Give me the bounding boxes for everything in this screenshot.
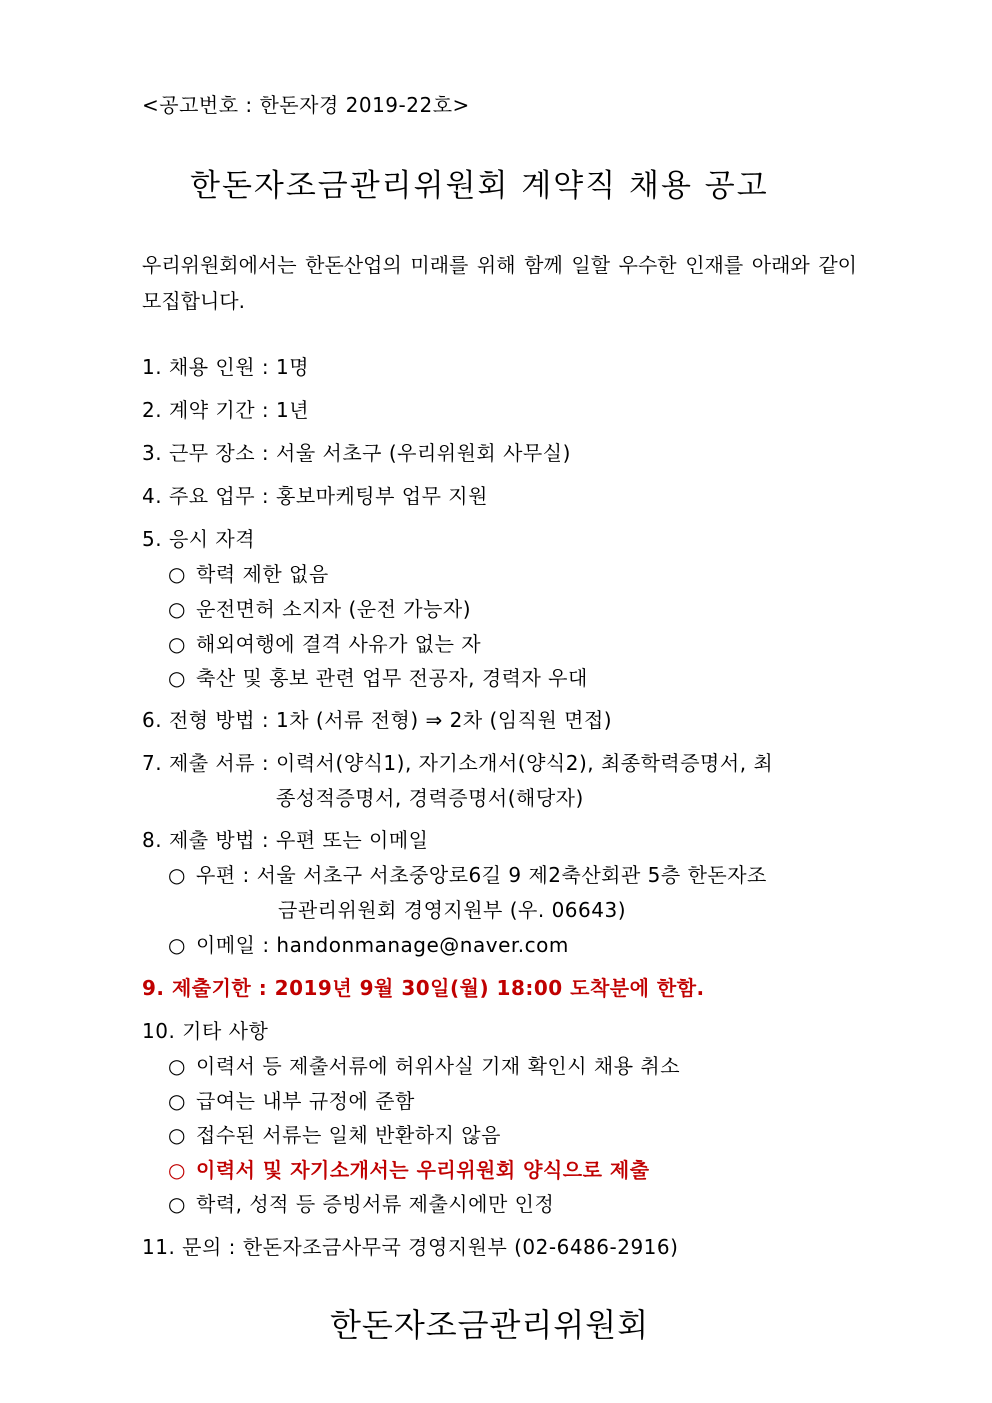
item-5-bullet-2: ○ 운전면허 소지자 (운전 가능자) <box>168 597 472 621</box>
item-10-bullet-2: ○ 급여는 내부 규정에 준함 <box>168 1089 415 1113</box>
item-8: 8. 제출 방법 : 우편 또는 이메일 <box>142 828 429 852</box>
item-9-deadline: 9. 제출기한 : 2019년 9월 30일(월) 18:00 도착분에 한함. <box>142 976 705 1000</box>
bullet-icon: ○ <box>168 1089 186 1113</box>
item-5-bullet-4: ○ 축산 및 홍보 관련 업무 전공자, 경력자 우대 <box>168 666 588 690</box>
bullet-icon: ○ <box>168 632 186 656</box>
item-10-bullet-4: ○ 이력서 및 자기소개서는 우리위원회 양식으로 제출 <box>168 1158 650 1182</box>
item-3: 3. 근무 장소 : 서울 서초구 (우리위원회 사무실) <box>142 441 571 465</box>
bullet-icon: ○ <box>168 1123 186 1147</box>
item-7-line-2: 종성적증명서, 경력증명서(해당자) <box>276 786 584 810</box>
intro-paragraph: 우리위원회에서는 한돈산업의 미래를 위해 함께 일할 우수한 인재를 아래와 같이 모집합니다. <box>142 253 857 313</box>
email-address: 이메일 : handonmanage@naver.com <box>196 933 569 957</box>
item-11: 11. 문의 : 한돈자조금사무국 경영지원부 (02-6486-2916) <box>142 1235 679 1259</box>
item-4: 4. 주요 업무 : 홍보마케팅부 업무 지원 <box>142 484 488 508</box>
item-6: 6. 전형 방법 : 1차 (서류 전형) ⇒ 2차 (임직원 면접) <box>142 708 613 732</box>
item-5: 5. 응시 자격 <box>142 527 256 551</box>
item-10-bullet-3: ○ 접수된 서류는 일체 반환하지 않음 <box>168 1123 501 1147</box>
item-10: 10. 기타 사항 <box>142 1019 269 1043</box>
item-1: 1. 채용 인원 : 1명 <box>142 355 310 379</box>
item-8-bullet-1: ○ 우편 : 서울 서초구 서초중앙로6길 9 제2축산회관 5층 한돈자조 <box>168 863 767 887</box>
document-title: 한돈자조금관리위원회 계약직 채용 공고 <box>190 168 769 204</box>
item-8-bullet-1-cont: 금관리위원회 경영지원부 (우. 06643) <box>278 898 626 922</box>
item-7-line-1: 7. 제출 서류 : 이력서(양식1), 자기소개서(양식2), 최종학력증명서, 최 <box>142 751 774 775</box>
item-8-bullet-2 <box>168 932 569 958</box>
bullet-icon: ○ <box>168 1054 186 1078</box>
item-10-bullet-1: ○ 이력서 등 제출서류에 허위사실 기재 확인시 채용 취소 <box>168 1054 681 1078</box>
item-5-bullet-3: ○ 해외여행에 결격 사유가 없는 자 <box>168 632 482 656</box>
bullet-icon: ○ <box>168 863 186 887</box>
bullet-icon: ○ <box>168 562 186 586</box>
item-5-bullet-1: ○ 학력 제한 없음 <box>168 562 329 586</box>
item-2: 2. 계약 기간 : 1년 <box>142 398 310 422</box>
bullet-icon: ○ <box>168 1158 186 1182</box>
bullet-icon: ○ <box>168 1192 186 1216</box>
organization-signature: 한돈자조금관리위원회 <box>330 1306 650 1344</box>
bullet-icon: ○ <box>168 933 186 957</box>
item-10-bullet-5: ○ 학력, 성적 등 증빙서류 제출시에만 인정 <box>168 1192 555 1216</box>
bullet-icon: ○ <box>168 666 186 690</box>
notice-number: <공고번호 : 한돈자경 2019-22호> <box>142 93 470 117</box>
bullet-icon: ○ <box>168 597 186 621</box>
